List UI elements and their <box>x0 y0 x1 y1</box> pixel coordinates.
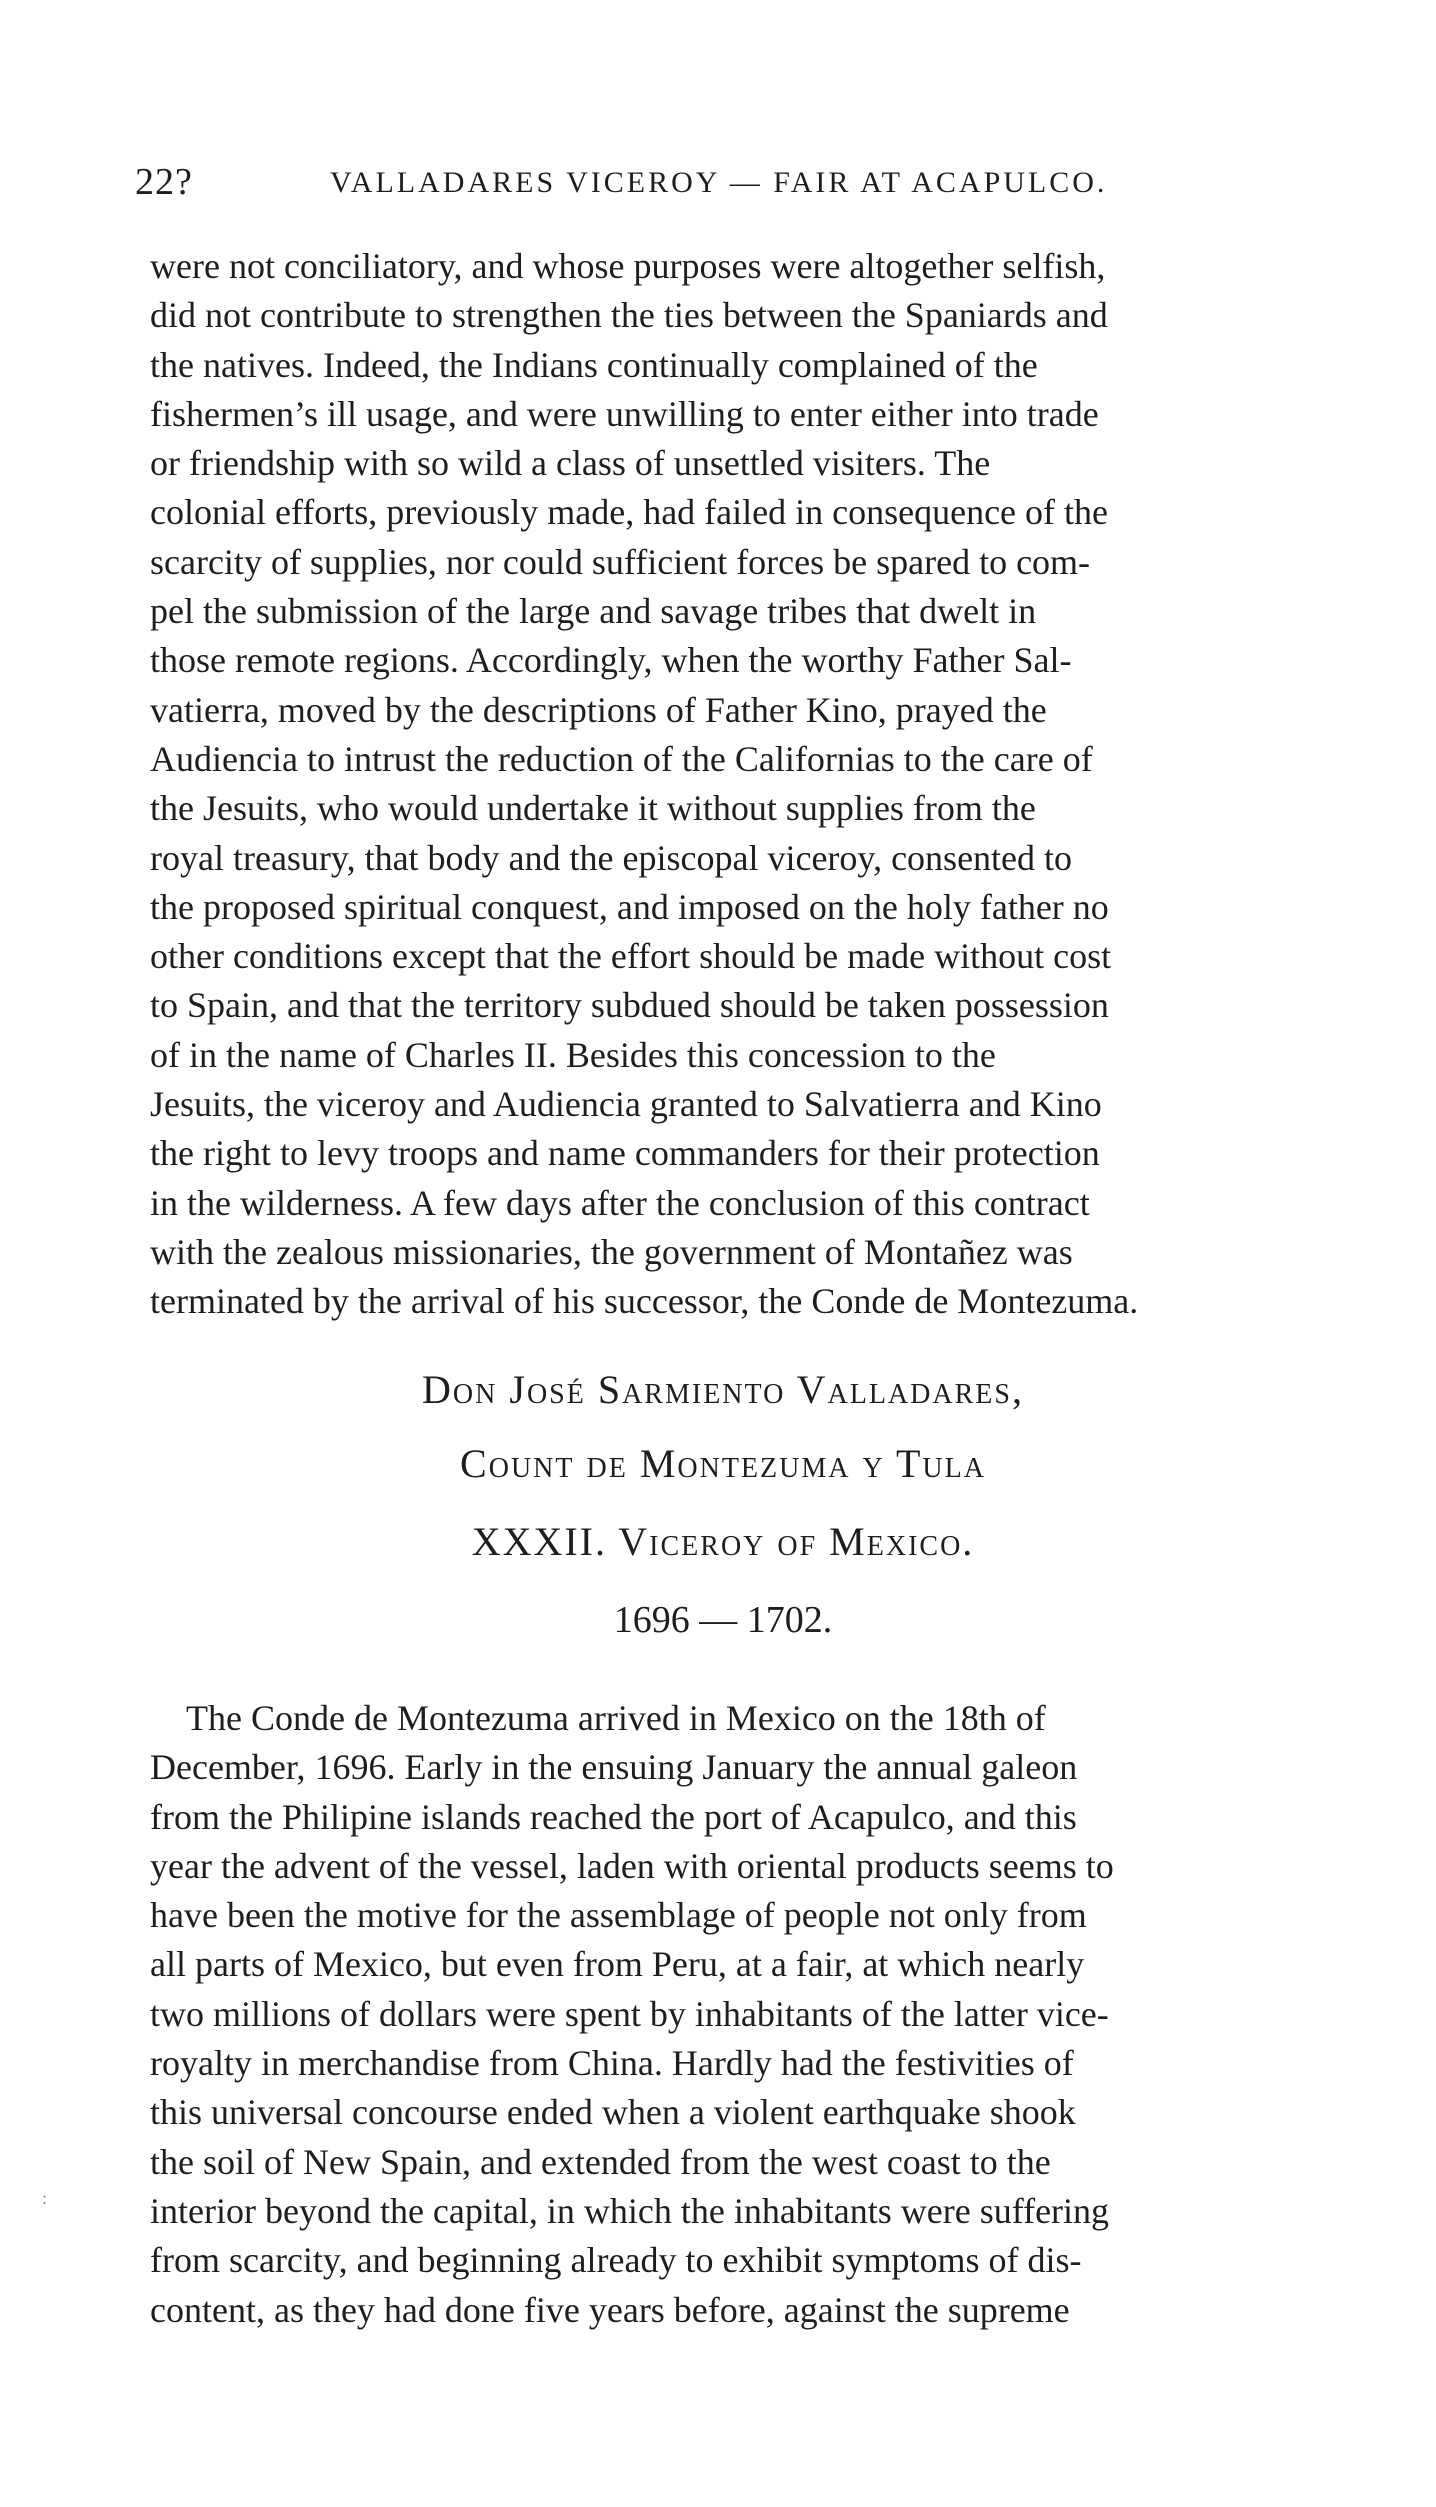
text-line: have been the motive for the assemblage of people not only from <box>150 1895 1087 1936</box>
text-line: or friendship with so wild a class of unsettled visiters. The <box>150 443 991 484</box>
text-line: vatierra, moved by the descriptions of Father Kino, prayed the <box>150 689 1047 730</box>
text-line: scarcity of supplies, nor could sufficient forces be spared to com- <box>150 541 1091 582</box>
text-line: interior beyond the capital, in which the inhabitants were suffering <box>150 2190 1110 2231</box>
text-line: terminated by the arrival of his successor, the Conde de Montezuma. <box>150 1281 1139 1322</box>
text-line: Jesuits, the viceroy and Audiencia granted to Salvatierra and Kino <box>150 1084 1102 1125</box>
text-line: did not contribute to strengthen the ties between the Spaniards and <box>150 295 1108 336</box>
paragraph-2 <box>150 1694 1312 2335</box>
text-line: royal treasury, that body and the episcopal viceroy, consented to <box>150 837 1073 878</box>
text-line: in the wilderness. A few days after the conclusion of this contract <box>150 1182 1090 1223</box>
text-line: other conditions except that the effort should be made without cost <box>150 936 1112 977</box>
viceroy-name-heading: Don José Sarmiento Valladares, <box>422 1367 1024 1412</box>
text-line: pel the submission of the large and savage tribes that dwelt in <box>150 591 1037 632</box>
text-line: from scarcity, and beginning already to exhibit symptoms of dis- <box>150 2240 1082 2281</box>
viceroy-years-heading: 1696 — 1702. <box>613 1599 833 1641</box>
text-line: December, 1696. Early in the ensuing January the annual galeon <box>150 1747 1078 1788</box>
text-line: content, as they had done five years before, against the supreme <box>150 2289 1070 2330</box>
text-line: fishermen’s ill usage, and were unwilling to enter either into trade <box>150 393 1099 434</box>
text-line: the Jesuits, who would undertake it without supplies from the <box>150 788 1036 829</box>
viceroy-number-heading: XXXII. Viceroy of Mexico. <box>471 1519 975 1564</box>
text-line: with the zealous missionaries, the government of Montañez was <box>150 1231 1073 1272</box>
text-line: colonial efforts, previously made, had failed in consequence of the <box>150 492 1109 533</box>
text-line: the right to levy troops and name commanders for their protection <box>150 1133 1100 1174</box>
running-head <box>135 160 1315 210</box>
margin-mark: : <box>42 2188 48 2208</box>
text-line: of in the name of Charles II. Besides this concession to the <box>150 1034 996 1075</box>
text-line: to Spain, and that the territory subdued should be taken possession <box>150 985 1109 1026</box>
text-line: the proposed spiritual conquest, and imposed on the holy father no <box>150 886 1109 927</box>
text-line: all parts of Mexico, but even from Peru, at a fair, at which nearly <box>150 1944 1085 1985</box>
text-line: Audiencia to intrust the reduction of the Californias to the care of <box>150 738 1093 779</box>
text-line: those remote regions. Accordingly, when the worthy Father Sal- <box>150 640 1072 681</box>
viceroy-title-heading: Count de Montezuma y Tula <box>460 1441 986 1486</box>
text-line: this universal concourse ended when a violent earthquake shook <box>150 2092 1076 2133</box>
text-line: were not conciliatory, and whose purposes were altogether selfish, <box>150 246 1106 286</box>
text-line: the soil of New Spain, and extended from the west coast to the <box>150 2141 1051 2182</box>
text-line: from the Philipine islands reached the port of Acapulco, and this <box>150 1796 1077 1837</box>
text-line: royalty in merchandise from China. Hardly had the festivities of <box>150 2043 1074 2084</box>
paragraph-1 <box>150 242 1312 1327</box>
page-number: 22? <box>135 161 193 203</box>
running-title: VALLADARES VICEROY — FAIR AT ACAPULCO. <box>330 166 1108 199</box>
text-line: the natives. Indeed, the Indians continually complained of the <box>150 344 1038 385</box>
text-line: The Conde de Montezuma arrived in Mexico on the 18th of <box>186 1698 1046 1738</box>
text-line: two millions of dollars were spent by inhabitants of the latter vice- <box>150 1993 1109 2034</box>
text-line: year the advent of the vessel, laden with oriental products seems to <box>150 1845 1114 1886</box>
